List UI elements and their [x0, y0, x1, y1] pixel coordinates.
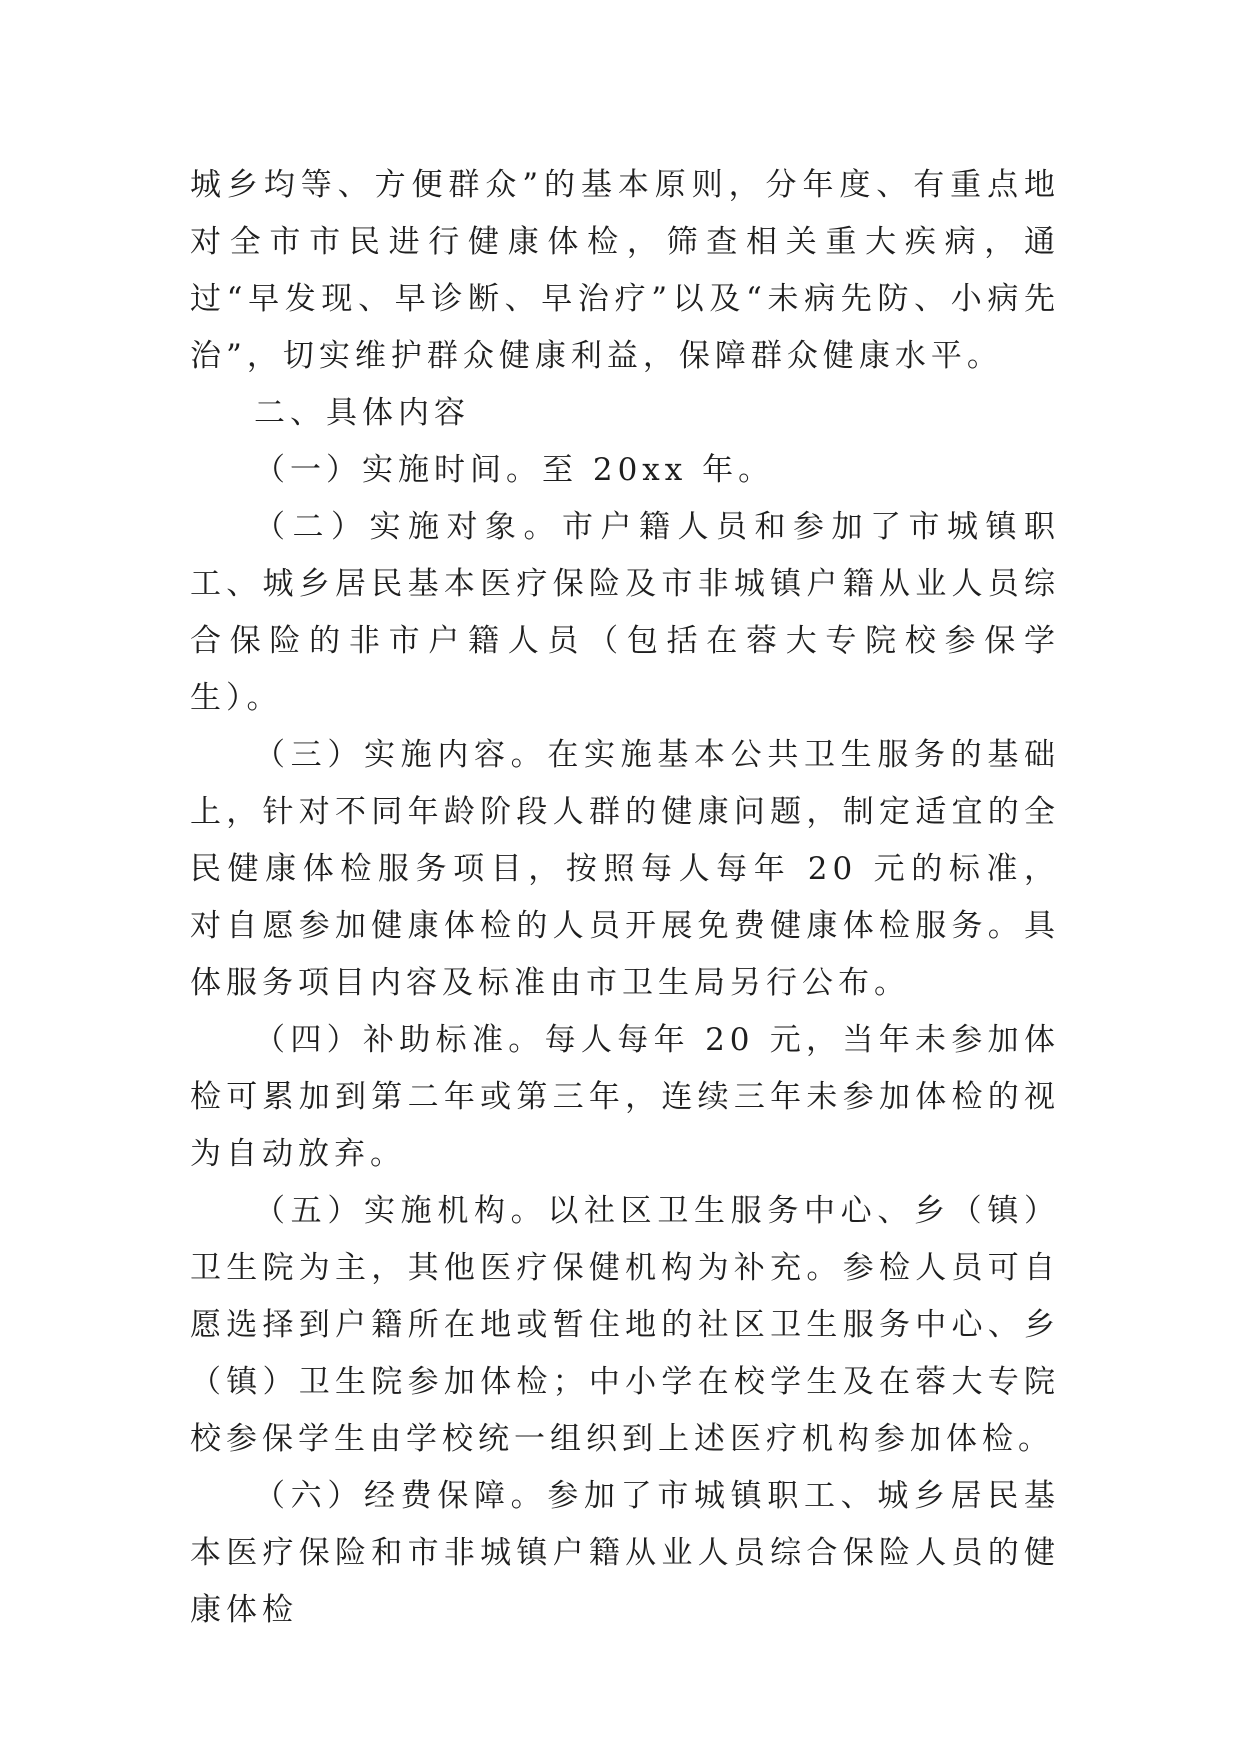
paragraph-implementation-time: （一）实施时间。至 20xx 年。 — [254, 452, 775, 488]
section-heading-specific-content: 二、具体内容 — [254, 395, 470, 431]
paragraph-implementation-content: （三）实施内容。在实施基本公共卫生服务的基础上，针对不同年龄阶段人群的健康问题，制定适宜的全民健康体检服务项目，按照每人每年 20 元的标准，对自愿参加健康体检的人员开展免费健康体检服务。具体服务项目内容及标准由市卫生局另行公布。 — [190, 737, 1060, 1001]
paragraph-principles: 城乡均等、方便群众”的基本原则，分年度、有重点地对全市市民进行健康体检，筛查相关重大疾病，通过“早发现、早诊断、早治疗”以及“未病先防、小病先治”，切实维护群众健康利益，保障群众健康水平。 — [190, 167, 1060, 374]
paragraph-implementation-institutions: （五）实施机构。以社区卫生服务中心、乡（镇）卫生院为主，其他医疗保健机构为补充。参检人员可自愿选择到户籍所在地或暂住地的社区卫生服务中心、乡（镇）卫生院参加体检；中小学在校学生及在蓉大专院校参保学生由学校统一组织到上述医疗机构参加体检。 — [190, 1193, 1060, 1457]
paragraph-subsidy-standard: （四）补助标准。每人每年 20 元，当年未参加体检可累加到第二年或第三年，连续三年未参加体检的视为自动放弃。 — [190, 1022, 1060, 1172]
paragraph-implementation-target: （二）实施对象。市户籍人员和参加了市城镇职工、城乡居民基本医疗保险及市非城镇户籍从业人员综合保险的非市户籍人员（包括在蓉大专院校参保学生）。 — [190, 509, 1060, 716]
document-body — [190, 157, 1060, 1639]
paragraph-funding-guarantee: （六）经费保障。参加了市城镇职工、城乡居民基本医疗保险和市非城镇户籍从业人员综合保险人员的健康体检 — [190, 1478, 1060, 1628]
